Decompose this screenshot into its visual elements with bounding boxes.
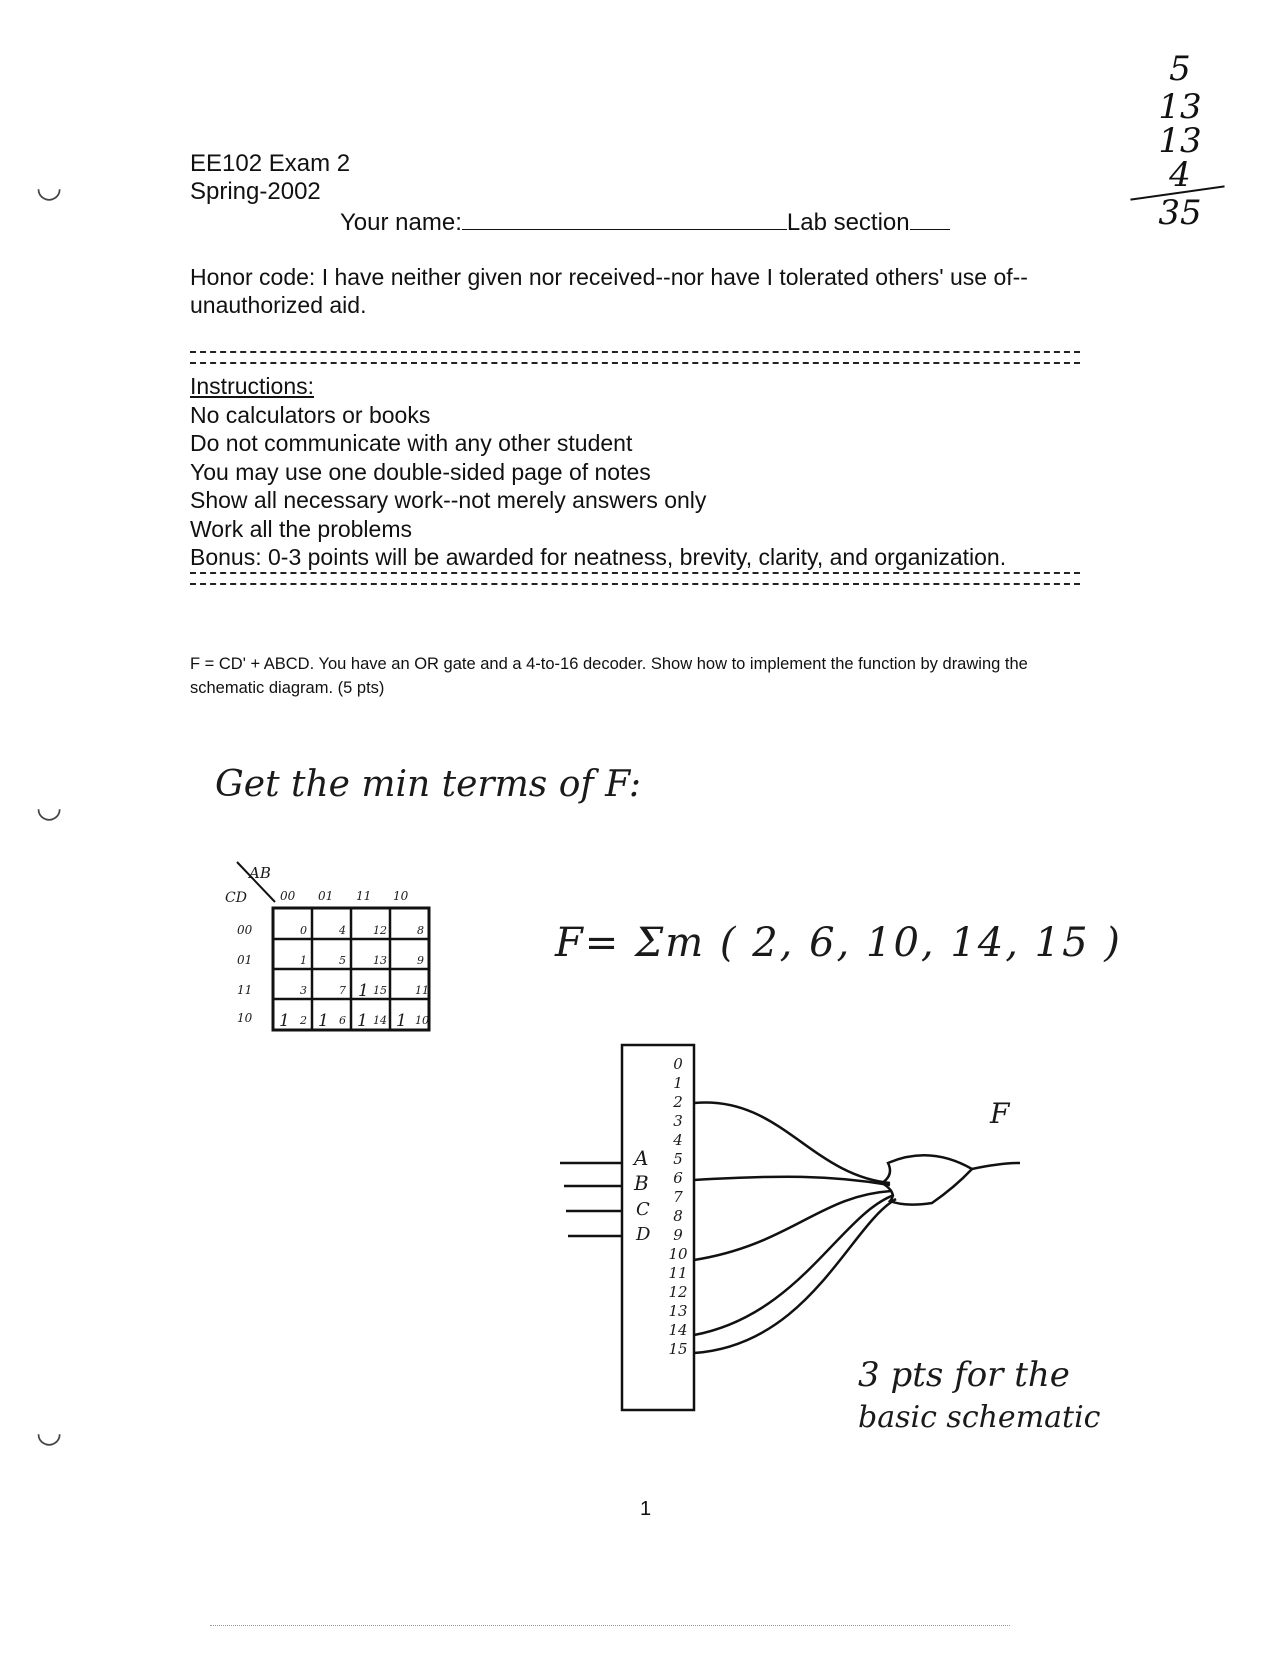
wire-output-14 [694,1195,894,1335]
decoder-input-label: A [634,1146,649,1170]
decoder-output-label: 8 [673,1207,683,1225]
exam-header [190,150,350,206]
kmap-corner-ab: AB [249,864,271,882]
kmap-cell-index: 2 [300,1014,307,1027]
binder-mark-bottom: ◡ [36,1416,63,1449]
wire-output-15 [694,1199,896,1353]
binder-mark-top: ◡ [36,171,63,204]
kmap-cell-index: 15 [373,984,387,997]
instruction-item: Show all necessary work--not merely answers only [190,487,707,513]
minterm-equation: F= Σm ( 2, 6, 10, 14, 15 ) [555,920,1122,966]
kmap-row-label: 00 [237,923,253,937]
binder-mark-middle: ◡ [36,791,63,824]
kmap-col-label: 01 [318,889,334,903]
instructions [190,372,1006,572]
score-total: 35 [1158,193,1202,233]
kmap-row-label: 10 [237,1011,253,1025]
karnaugh-map [215,860,445,1050]
name-line [340,207,950,237]
name-field[interactable] [462,207,787,230]
decoder-output-label: 4 [673,1131,683,1149]
name-label: Your name: [340,209,462,236]
decoder-output-label: 11 [668,1264,688,1282]
decoder-output-label: 10 [668,1245,688,1263]
kmap-cell-index: 5 [339,954,346,967]
kmap-corner-cd: CD [225,890,247,906]
separator-bottom [190,572,1080,585]
decoder-output-label: 1 [673,1074,683,1092]
score-2: 13 [1158,87,1202,127]
decoder-input-label: C [636,1199,650,1220]
kmap-cell-index: 10 [415,1014,429,1027]
scan-artifact-line [210,1625,1010,1626]
honor-code: Honor code: I have neither given nor received--nor have I tolerated others' use of--unauthorized aid. [190,264,1028,318]
decoder-input-label: B [634,1171,649,1195]
wire-output-6 [694,1177,890,1185]
kmap-one-marker: 1 [357,1011,368,1031]
or-gate [882,1155,972,1204]
kmap-one-marker: 1 [279,1011,290,1031]
score-1: 5 [1169,49,1191,89]
kmap-cell-index: 6 [339,1014,346,1027]
kmap-cell-index: 8 [417,924,424,937]
instruction-item: Bonus: 0-3 points will be awarded for neatness, brevity, clarity, and organization. [190,544,1007,570]
kmap-col-label: 11 [356,889,372,903]
page-number: 1 [640,1498,652,1520]
decoder-output-label: 14 [668,1321,688,1339]
minterms-note: Get the min terms of F: [215,764,641,805]
grading-note-line2: basic schematic [858,1400,1101,1435]
kmap-col-label: 10 [393,889,409,903]
instruction-item: No calculators or books [190,401,431,428]
decoder-input-label: D [636,1224,651,1245]
decoder-output-label: 3 [673,1112,683,1130]
decoder-output-label: 15 [668,1340,688,1358]
decoder-output-label: 5 [673,1150,683,1168]
decoder-output-label: 7 [673,1188,683,1206]
decoder-output-label: 13 [668,1302,688,1320]
wire-output-2 [694,1102,890,1183]
kmap-cell-index: 13 [373,954,387,967]
kmap-row-label: 11 [237,983,253,997]
instructions-heading: Instructions: [190,373,314,399]
or-gate-output-wire [972,1163,1020,1169]
kmap-cell-index: 1 [300,954,307,967]
decoder-output-label: 0 [673,1055,683,1073]
kmap-one-marker: 1 [396,1011,407,1031]
wire-output-10 [694,1191,892,1260]
kmap-cell-index: 9 [417,954,424,967]
lab-section-field[interactable] [910,207,950,230]
kmap-cell-index: 4 [339,924,346,937]
score-3: 13 [1158,121,1202,161]
score-4: 4 [1169,155,1191,195]
instruction-item: Work all the problems [190,515,412,542]
exam-term: Spring-2002 [190,178,321,205]
kmap-one-marker: 1 [318,1011,329,1031]
kmap-one-marker: 1 [358,981,369,1001]
kmap-cell-index: 11 [415,984,429,997]
kmap-cell-index: 0 [300,924,307,937]
decoder-output-label: 2 [673,1093,683,1111]
kmap-row-label: 01 [237,953,253,967]
kmap-cell-index: 3 [300,984,307,997]
instruction-item: You may use one double-sided page of notes [190,458,651,485]
grading-note-line1: 3 pts for the [858,1355,1070,1395]
instruction-item: Do not communicate with any other student [190,430,633,456]
kmap-cell-index: 7 [339,984,346,997]
kmap-cell-index: 14 [373,1014,387,1027]
course-title: EE102 Exam 2 [190,150,351,177]
kmap-cell-index: 12 [373,924,387,937]
decoder-output-label: 9 [673,1226,683,1244]
output-label: F [990,1097,1010,1130]
kmap-col-label: 00 [280,889,296,903]
decoder-output-label: 12 [668,1283,688,1301]
problem-statement: F = CD' + ABCD. You have an OR gate and a 4-to-16 decoder. Show how to implement the function by drawing the schematic diagram. (5 pts) [190,655,1028,697]
lab-label: Lab section [786,209,910,236]
separator-top [190,351,1080,364]
decoder-output-label: 6 [673,1169,683,1187]
